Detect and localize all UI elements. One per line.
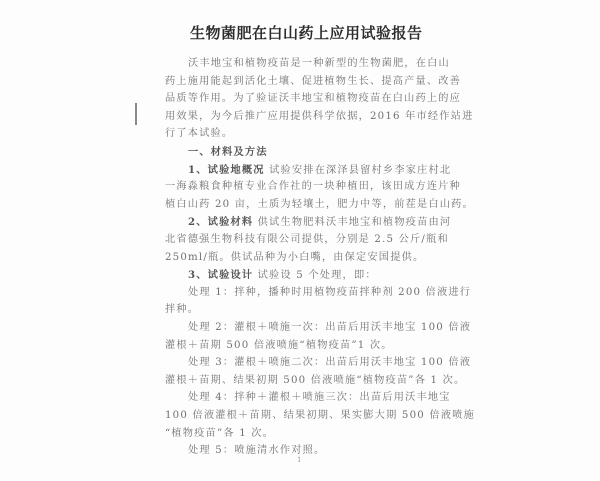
line-text: 灌根＋苗期 500 倍液喷施“植物疫苗”1 次。 <box>165 339 393 351</box>
line-text: 100 倍液灌根＋苗期、结果初期、果实膨大期 500 倍液喷施 <box>165 410 475 421</box>
line-text: 拌种。 <box>165 304 200 316</box>
line-text: 一、材料及方法 <box>188 146 268 158</box>
page-number: 1 <box>297 456 302 464</box>
body-line <box>188 445 325 457</box>
body-line <box>188 164 451 177</box>
line-text: 一海淼粮食种植专业合作社的一块种植田，该田成方连片种 <box>165 181 462 193</box>
body-line <box>165 252 424 264</box>
body-line <box>165 199 474 211</box>
body-line <box>188 287 471 299</box>
body-line <box>165 304 199 316</box>
line-text: 处理 5：喷施清水作对照。 <box>188 445 326 457</box>
body-line <box>188 146 268 158</box>
line-text: 试验设 5 个处理，即： <box>253 270 377 282</box>
section-heading: 2、试验材料 <box>188 216 254 229</box>
body-line <box>165 234 449 246</box>
body-line <box>165 76 461 88</box>
body-line <box>165 340 393 352</box>
line-text: 药上施用能起到活化土壤、促进植物生长、提高产量、改善 <box>165 75 462 87</box>
body-line <box>165 428 274 440</box>
line-text: 沃丰地宝和植物疫苗是一种新型的生物菌肥，在白山 <box>188 58 450 69</box>
line-text: 灌根＋苗期、结果初期 500 倍液喷施“植物疫苗”各 1 次。 <box>165 374 466 386</box>
line-text: 植白山药 20 亩，土质为轻壤土，肥力中等，前茬是白山药。 <box>165 198 474 210</box>
binding-mark <box>135 103 137 125</box>
body-line <box>188 58 450 70</box>
line-text: 处理 4：拌种＋灌根＋喷施三次：出苗后用沃丰地宝 <box>188 392 451 404</box>
body-line <box>188 269 377 282</box>
line-text: 行了本试验。 <box>165 128 234 140</box>
line-text: 用效果，为今后推广应用提供科学依据，2016 年市经作站进 <box>165 110 474 122</box>
line-text: “植物疫苗”各 1 次。 <box>165 427 275 439</box>
line-text: 北省德强生物科技有限公司提供，分别是 2.5 公斤/瓶和 <box>165 234 449 245</box>
line-text: 品质等作用。为了验证沃丰地宝和植物疫苗在白山药上的应 <box>165 93 462 105</box>
line-text: 供试生物肥料沃丰地宝和植物疫苗由河 <box>253 217 452 229</box>
section-heading: 3、试验设计 <box>188 269 254 282</box>
body-line <box>165 410 475 422</box>
line-text: 处理 2：灌根＋喷施一次：出苗后用沃丰地宝 100 倍液 <box>188 322 472 333</box>
document-title: 生物菌肥在白山药上应用试验报告 <box>190 24 423 42</box>
line-text: 试验安排在深泽县留村乡李家庄村北 <box>264 164 452 176</box>
body-line <box>165 128 233 140</box>
body-line <box>188 357 471 369</box>
body-line <box>165 93 461 105</box>
body-line <box>188 322 471 334</box>
body-line <box>165 111 473 123</box>
body-line <box>188 216 451 229</box>
body-line <box>165 181 461 193</box>
body-line <box>188 392 451 404</box>
body-line <box>165 375 465 387</box>
section-heading: 1、试验地概况 <box>188 163 265 176</box>
line-text: 250ml/瓶。供试品种为小白嘴，由保定安国提供。 <box>165 251 425 263</box>
line-text: 处理 1：拌种，播种时用植物疫苗拌种剂 200 倍液进行 <box>188 286 472 298</box>
line-text: 处理 3：灌根＋喷施二次：出苗后用沃丰地宝 100 倍液 <box>188 357 472 369</box>
